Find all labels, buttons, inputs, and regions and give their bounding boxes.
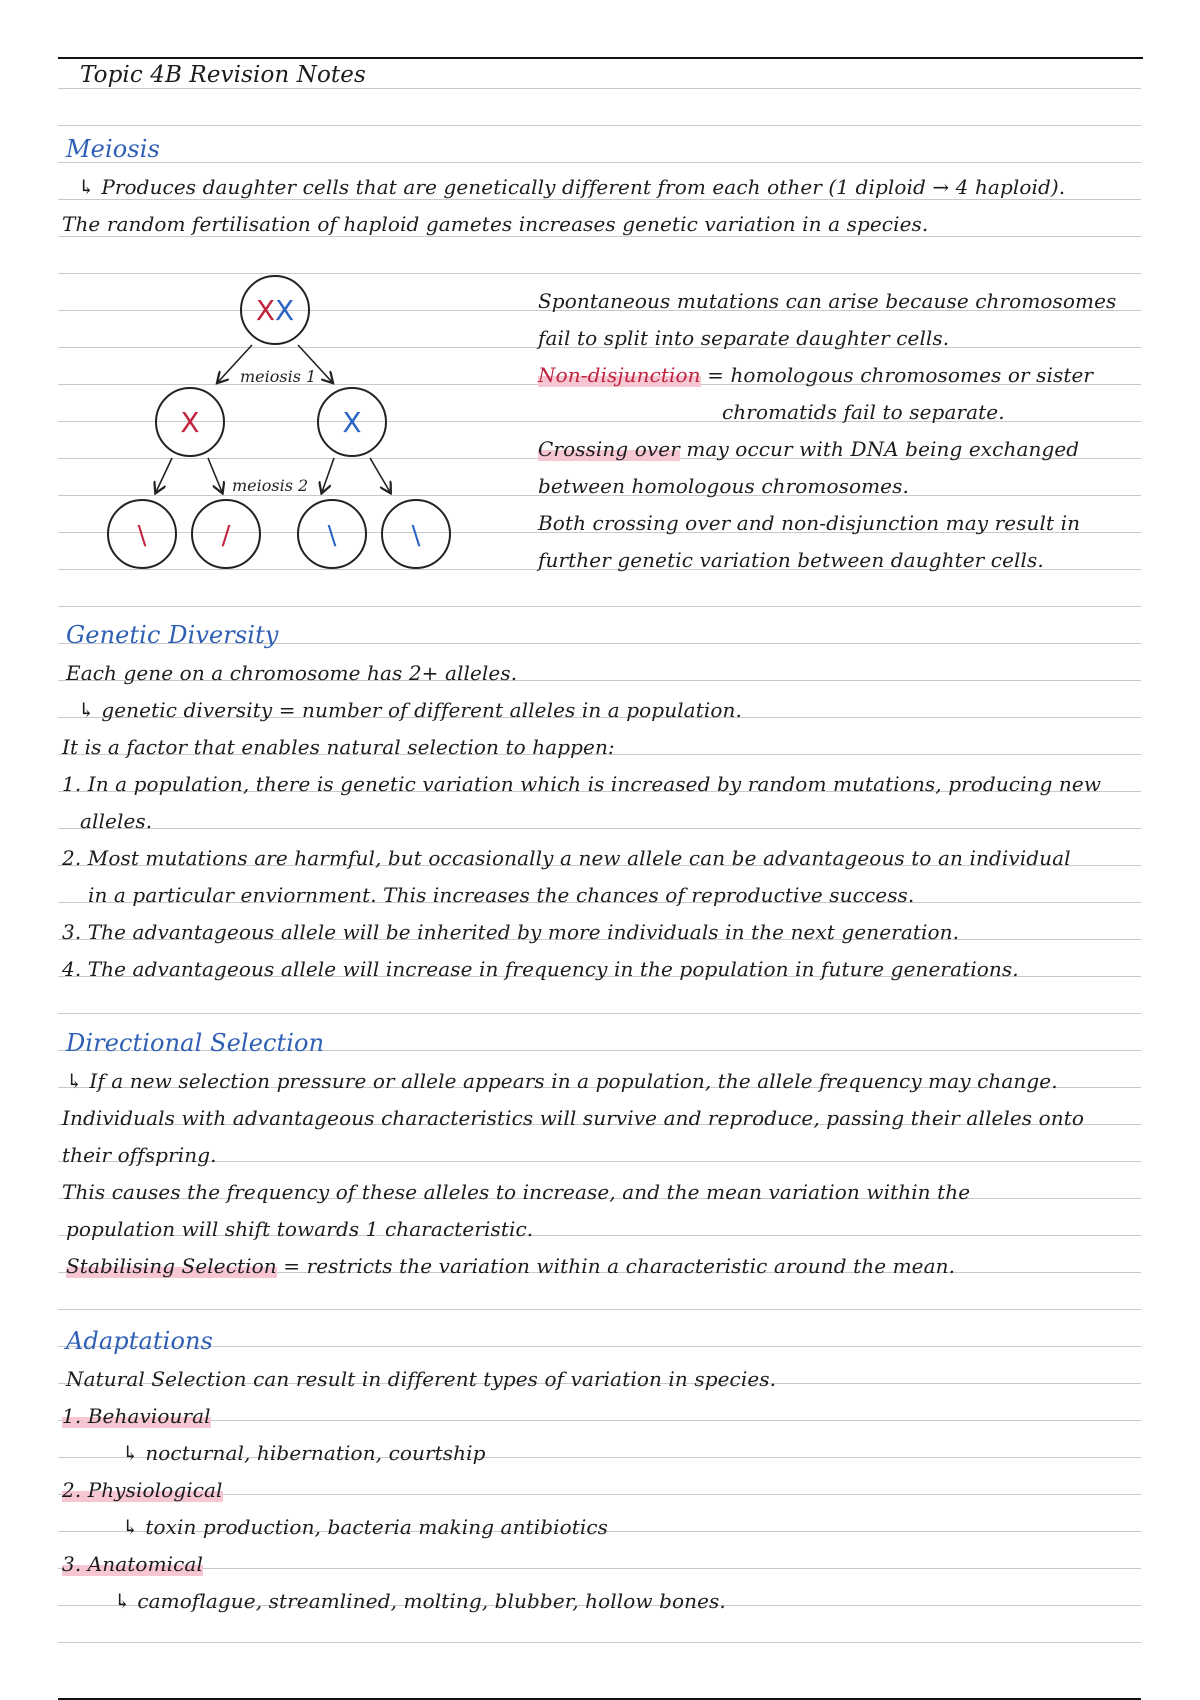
meiosis-note bbox=[538, 360, 1093, 390]
page-title: Topic 4B Revision Notes bbox=[80, 62, 366, 88]
adaptation-type bbox=[62, 1475, 223, 1505]
parent-cell-label: XX bbox=[255, 294, 295, 327]
text-line: Individuals with advantageous characteristics will survive and reproduce, passing their alleles onto bbox=[62, 1106, 1085, 1130]
ruled-line bbox=[58, 1420, 1141, 1421]
ruled-line bbox=[58, 1568, 1141, 1569]
definition-text: = restricts the variation within a characteristic around the mean. bbox=[276, 1254, 956, 1278]
ruled-line bbox=[58, 1309, 1141, 1310]
adaptation-examples: ↳ toxin production, bacteria making antibiotics bbox=[122, 1515, 609, 1539]
ruled-line bbox=[58, 1161, 1141, 1162]
arrow bbox=[322, 458, 334, 492]
top-rule bbox=[58, 57, 1143, 59]
daughter-left-label: X bbox=[180, 406, 200, 439]
list-item-cont: in a particular enviornment. This increases the chances of reproductive success. bbox=[88, 883, 915, 907]
text-line: ↳ genetic diversity = number of different alleles in a population. bbox=[78, 698, 742, 722]
list-item: 2. Most mutations are harmful, but occasionally a new allele can be advantageous to an individual bbox=[62, 846, 1071, 870]
arrow bbox=[156, 458, 172, 492]
ruled-line bbox=[58, 1013, 1141, 1014]
gamete-label: \ bbox=[137, 521, 147, 551]
meiosis-note: between homologous chromosomes. bbox=[538, 474, 909, 498]
list-item-cont: alleles. bbox=[80, 809, 153, 833]
meiosis-note bbox=[538, 434, 1079, 464]
daughter-cell-left bbox=[156, 388, 224, 456]
gamete-cell bbox=[108, 500, 176, 568]
daughter-cell-right bbox=[318, 388, 386, 456]
text-line: It is a factor that enables natural selection to happen: bbox=[62, 735, 615, 759]
text-line bbox=[66, 1251, 955, 1281]
heading-adaptations: Adaptations bbox=[66, 1327, 213, 1355]
adaptation-examples: ↳ nocturnal, hibernation, courtship bbox=[122, 1441, 486, 1465]
gamete-label: \ bbox=[327, 521, 337, 551]
arrow bbox=[208, 458, 222, 492]
adaptation-type bbox=[62, 1549, 203, 1579]
daughter-right-label: X bbox=[342, 406, 362, 439]
meiosis-note: Both crossing over and non-disjunction may result in bbox=[538, 511, 1081, 535]
parent-cell bbox=[241, 276, 309, 344]
gamete-label: \ bbox=[411, 521, 421, 551]
meiosis-note: Spontaneous mutations can arise because chromosomes bbox=[538, 289, 1117, 313]
ruled-line bbox=[58, 162, 1141, 163]
heading-genetic-diversity: Genetic Diversity bbox=[66, 621, 279, 649]
adaptation-type-label: 2. Physiological bbox=[62, 1478, 223, 1502]
meiosis-1-label: meiosis 1 bbox=[240, 367, 317, 386]
definition-text: may occur with DNA being exchanged bbox=[679, 437, 1080, 461]
arrow bbox=[370, 458, 390, 492]
meiosis-line-2: The random fertilisation of haploid gametes increases genetic variation in a species. bbox=[62, 212, 929, 236]
text-line: population will shift towards 1 characteristic. bbox=[66, 1217, 534, 1241]
ruled-line bbox=[58, 1346, 1141, 1347]
gamete-label: / bbox=[221, 521, 231, 551]
ruled-line bbox=[58, 125, 1141, 126]
term-stabilising-selection: Stabilising Selection bbox=[66, 1254, 277, 1278]
text-line: ↳ If a new selection pressure or allele appears in a population, the allele frequency may change. bbox=[66, 1069, 1058, 1093]
adaptation-type bbox=[62, 1401, 211, 1431]
list-item: 3. The advantageous allele will be inherited by more individuals in the next generation. bbox=[62, 920, 960, 944]
list-item: 1. In a population, there is genetic variation which is increased by random mutations, producing new bbox=[62, 772, 1102, 796]
text-line: This causes the frequency of these alleles to increase, and the mean variation within the bbox=[62, 1180, 971, 1204]
meiosis-line-1: ↳ Produces daughter cells that are genetically different from each other (1 diploid → 4 haploid). bbox=[78, 175, 1066, 199]
term-crossing-over: Crossing over bbox=[538, 437, 680, 461]
text-line: Natural Selection can result in different types of variation in species. bbox=[66, 1367, 777, 1391]
definition-text: = homologous chromosomes or sister bbox=[700, 363, 1094, 387]
gamete-cell bbox=[298, 500, 366, 568]
text-line: their offspring. bbox=[62, 1143, 217, 1167]
adaptation-type-label: 3. Anatomical bbox=[62, 1552, 203, 1576]
gamete-cell bbox=[192, 500, 260, 568]
ruled-line bbox=[58, 606, 1141, 607]
text-line: Each gene on a chromosome has 2+ alleles. bbox=[66, 661, 518, 685]
gamete-cell bbox=[382, 500, 450, 568]
ruled-line bbox=[58, 828, 1141, 829]
ruled-line bbox=[58, 1642, 1141, 1643]
meiosis-note: further genetic variation between daughter cells. bbox=[538, 548, 1044, 572]
list-item: 4. The advantageous allele will increase in frequency in the population in future generations. bbox=[62, 957, 1019, 981]
meiosis-note: chromatids fail to separate. bbox=[722, 400, 1005, 424]
meiosis-diagram bbox=[100, 270, 480, 580]
heading-meiosis: Meiosis bbox=[66, 135, 160, 163]
meiosis-note: fail to split into separate daughter cells. bbox=[538, 326, 950, 350]
term-non-disjunction: Non-disjunction bbox=[538, 363, 701, 387]
adaptation-type-label: 1. Behavioural bbox=[62, 1404, 211, 1428]
meiosis-2-label: meiosis 2 bbox=[232, 476, 309, 495]
adaptation-examples: ↳ camoflague, streamlined, molting, blubber, hollow bones. bbox=[114, 1589, 726, 1613]
heading-directional-selection: Directional Selection bbox=[66, 1029, 325, 1057]
